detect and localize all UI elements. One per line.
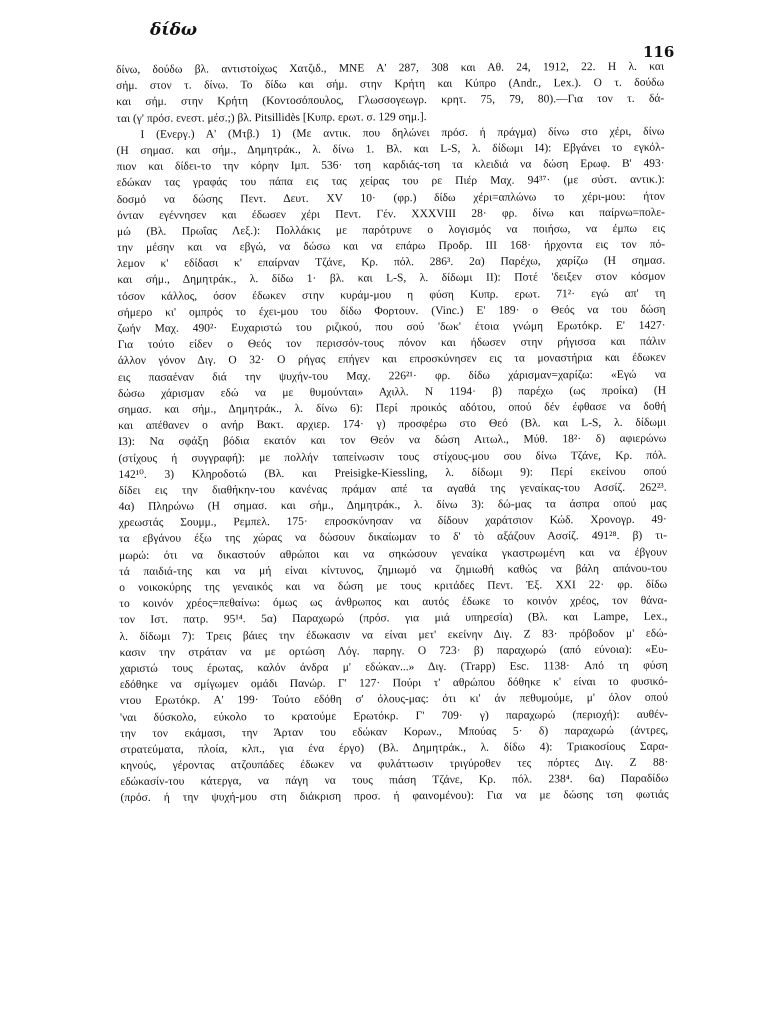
- text-line: την τον εκάμασι, την Άρταν του εδώκαν Κορων., Μπούας 5· δ) παραχωρώ (άντρες,: [120, 724, 669, 740]
- text-line: [121, 900, 669, 920]
- text-line: δίδει εις την διαθήκην-του κανένας πράμαν απέ τα αγαθά της γεναίκας-του Ασσίζ. 262²³.: [118, 481, 667, 497]
- text-line: Για τούτο είδεν ο Θεός τον περισσόν-τους πόνον και ήδωσεν στην ρήγισσα και πάλιν: [117, 335, 666, 352]
- running-headword: δίδω: [150, 20, 198, 40]
- entry-body: [116, 59, 669, 920]
- text-line: ο νοικοκύρης της γεναικός και να δώση με τους κριτάδες Πεντ. Έξ. XXI 22· φρ. δίδω: [119, 578, 668, 594]
- text-line: ντου Ερωτόκρ. Α' 199· Τούτο εδόθη σ' όλους-μας: ότι κι' άν πεθυμούμε, μ' όλον οπού: [119, 691, 668, 708]
- text-line: και σήμ. στην Κρήτη (Κοντοσόπουλος, Γλωσσογεωγρ. κρητ. 75, 79, 80).—Για τον τ. δά-: [116, 93, 665, 109]
- text-line: 'ναι δύσκολο, εύκολο το κρατούμε Ερωτόκρ. Γ' 709· γ) παραχωρώ (περιοχή): αυθέν-: [119, 708, 669, 724]
- text-line: I3): Να σφάξη βόδια εκατόν και τον Θεόν να δώση Αιτωλ., Μύθ. 18²· δ) αφιερώνω: [118, 432, 667, 449]
- text-line: σήμ. στον τ. δίνω. Το δίδω και σήμ. στην Κρήτη και Κύπρο (Andr., Lex.). Ο τ. δούδω: [116, 76, 665, 93]
- text-line: και σήμ., Δημητράκ., λ. δίδω 1· βλ. και L-S, λ. δίδωμι II): Ποτέ 'δειξεν στον κόσμον: [117, 271, 666, 287]
- text-line: τον Ιστ. πατρ. 95¹⁴. 5α) Παραχωρώ (πρόσ. για μιά υπηρεσία) (Βλ. και Lampe, Lex.,: [119, 611, 668, 627]
- text-line: πιον και δίδει-το την κόρην Ιμπ. 536· τση καρδιάς-τση τα κλειδιά να δώση Ερωφ. Β' 493·: [116, 157, 665, 174]
- text-line: δίνω, δούδω βλ. αντιστοίχως Χατζιδ., ΜΝΕ Α' 287, 308 και Αθ. 24, 1912, 22. Η λ. και: [116, 60, 665, 76]
- text-line: στρατεύματα, πλοία, κλπ., για ένα έργο) (Βλ. Δημητράκ., λ. δίδω 4): Τριακοσίους Σαρα-: [120, 740, 669, 756]
- text-line: τα εβγάνου έξω της χώρας να δώσουν δικαίωμαν το δ' τὸ αξάζουν Ασσίζ. 491²⁸. β) τι-: [118, 530, 667, 546]
- text-line: εδώκαν τας γραφάς του πάπα εις τας χείρας του ρε Πιέρ Μαχ. 94³⁷· (με σύστ. αντικ.):: [116, 173, 665, 190]
- text-line: λεμον κ' εδίδασι κ' επαίρναν Τζάνε, Κρ. πόλ. 286³. 2α) Παρέχω, χαρίζω (Η σημασ.: [117, 254, 666, 271]
- text-line: άλλον γόνον Διγ. Ο 32· Ο ρήγας επήγεν και επροσκύνησεν εις τα μοναστήρια και έδωκεν: [117, 352, 666, 368]
- text-line: σημασ. και σήμ., Δημητράκ., λ. δίνω 6): Περί προικός αδότου, οπού δέν έφθασε να δοθή: [118, 400, 667, 416]
- text-line: κηνούς, γέροντας ατζουπάδες έδωκεν να φυλάττωσιν τριγύροθεν τες πόρτες Διγ. Ζ 88·: [120, 756, 669, 773]
- text-line: δοσμό να δώσης Πεντ. Δευτ. XV 10· (φρ.) δίδω χέρι=απλώνω το χέρι-μου: ήτον: [116, 190, 665, 206]
- text-line: εδώκασίν-του κάτεργα, να πάγη να τους πιάση Τζάνε, Κρ. πόλ. 238⁴. 6α) Παραδίδω: [120, 772, 669, 789]
- text-line: 4α) Πληρώνω (Η σημασ. και σήμ., Δημητράκ., λ. δίνω 3): δώ-μας τα άσπρα οπού μας: [118, 497, 667, 514]
- text-line: το κοινόν χρέος=πεθαίνω: όμως ως άνθρωπος και αυτός έδωκε το κοινόν χρέος, τον θάνα-: [119, 594, 668, 611]
- text-line: την μέσην και να εβγώ, να δώσω και να επάρω Προδρ. III 168· ήρχοντα εις τον πό-: [117, 238, 666, 255]
- text-line: χρεωστάς Σουμμ., Ρεμπελ. 175· επροσκύνησαν να δίδουν χαράτσιον Κώδ. Χρονογρ. 49·: [118, 513, 667, 530]
- text-line: (στίχους ή συγγραφή): με πολλήν ταπείνωσιν τους στίχους-μου σου δίνω Τζάνε, Κρ. πόλ.: [118, 449, 667, 465]
- text-line: εδόθηκε να σμίγωμεν ομάδι Πανώρ. Γ' 127· Πούρι τ' αθρώπου δόθηκε κ' είναι το φυσικό-: [119, 675, 668, 692]
- text-line: Ι (Ενεργ.) Α' (Μτβ.) 1) (Με αντικ. που δηλώνει πρόσ. ή πράγμα) δίνω στο χέρι, δίνω: [140, 125, 665, 141]
- text-line: τόσον κάλλος, όσον έδωκεν στην κυράμ-μου η φύση Κυπρ. ερωτ. 71²· εγώ απ' τη: [117, 287, 666, 303]
- text-line: κασιν την στράταν να με ορτώση Λόγ. παρηγ. Ο 723· β) παραχωρώ (από εύνοια): «Ευ-: [119, 643, 668, 659]
- text-line: 142¹⁰. 3) Κληροδοτώ (Βλ. και Preisigke-Kiessling, λ. δίδωμι 9): Περί εκείνου οπού: [118, 465, 667, 481]
- text-line: ζωήν Μαχ. 490²· Ευχαριστώ του ριζικού, που σού 'δωκ' έτοια γνώμη Ερωτόκρ. Ε' 1427·: [117, 319, 666, 335]
- text-line: (Η σημασ. και σήμ., Δημητράκ., λ. δίνω 1. Βλ. και L-S, λ. δίδωμι I4): Εβγάνει το εγκόλ-: [116, 141, 665, 157]
- text-line: λ. δίδωμι 7): Τρεις βάιες την έδωκασιν να είναι μετ' εκείνην Διγ. Ζ 83· πρόβοδον μ' εδώ-: [119, 627, 668, 643]
- text-line: χαριστώ τους έρωτας, καλόν άνδρα μ' εδώκαν...» Διγ. (Trapp) Esc. 1138· Από τη φύση: [119, 659, 668, 675]
- text-line: τά παιδιά-της και να μή είναι κίντυνος, ζημιωμό να ζημιωθή καθώς να βάλη απάνου-του: [119, 562, 668, 578]
- text-line: δώσω χάρισμαν εδώ να με θυμούνται» Αχιλλ. Ν 1194· β) παρέχω (ως προίκα) (Η: [117, 384, 667, 400]
- page-number: 116: [643, 43, 675, 61]
- text-line: μώ (Βλ. Πρωΐας Λεξ.): Πολλάκις με παρότρυνε ο λογισμός να ποιήσω, να έμπω εις: [117, 222, 666, 238]
- text-line: σήμερο κι' ομπρός το έχει-μου του δίδω Φορτουν. (Vinc.) Ε' 189· ο Θεός να του δώση: [117, 303, 666, 319]
- text-line: ται (γ' πρόσ. ενεστ. μέσ.;) βλ. Pitsillidès [Κυπρ. ερωτ. σ. 129 σημ.].: [116, 110, 427, 125]
- text-line: εις πασαέναν διά την ψυχήν-του Μαχ. 226²¹· φρ. δίδω χάρισμαν=χαρίζω: «Εγώ να: [117, 368, 666, 384]
- text-line: και απέθανεν ο ανήρ Βακτ. αρχιερ. 174· γ) προσφέρω στο Θεό (Βλ. και L-S, λ. δίδωμι: [118, 416, 667, 433]
- text-line: μωρώ: ότι να δικαστούν αθρώποι και να σηκώσουν γεναίκα γκαστρωμένη και να έβγουν: [118, 546, 668, 562]
- text-line: όνταν εγέννησεν και έδωσεν χέρι Πεντ. Γέν. XXXVIII 28· φρ. δίνω και παίρνω=πολε-: [116, 206, 665, 222]
- text-line: (πρόσ. ή την ψυχή-μου στη διάκριση προσ. ή φαινομένου): Για να με δώσης τση φωτιάς: [120, 789, 669, 805]
